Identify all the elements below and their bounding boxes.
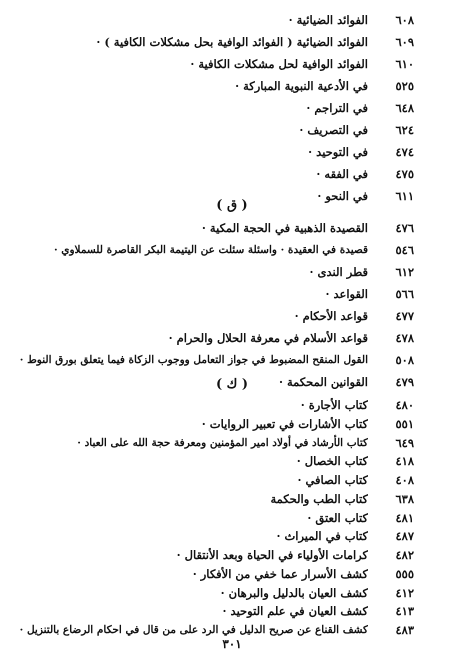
entry-title: القول المنقح المضبوط في جواز التعامل ووجوب الزكاة فيما يتعلق بورق النوط · xyxy=(19,354,368,366)
entry-title: كتاب الخصال · xyxy=(296,454,368,469)
entry-number: ٦١٢ xyxy=(395,265,414,279)
entry-title: في الفقه · xyxy=(316,167,368,181)
entry-title: الفوائد الضيائية · xyxy=(288,13,368,27)
entry-number: ٦٢٤ xyxy=(395,123,414,137)
entry-title: قصيدة في العقيدة · واسئلة سئلت عن اليتيمة البكر القاصرة للسملاوي · xyxy=(53,244,368,256)
list-item xyxy=(0,395,464,415)
list-item xyxy=(0,142,464,162)
entry-title: القواعد · xyxy=(325,287,368,301)
entry-title: كتاب الطب والحكمة xyxy=(270,491,368,506)
entry-title: كتاب العتق · xyxy=(307,510,368,525)
entry-title: في التصريف · xyxy=(299,123,368,137)
list-item xyxy=(0,306,464,326)
entry-title: القصيدة الذهبية في الحجة المكية · xyxy=(201,221,368,235)
list-item xyxy=(0,470,464,490)
entry-number: ٥٦٦ xyxy=(395,287,414,301)
list-item xyxy=(0,350,464,370)
entry-number: ٦٠٩ xyxy=(395,35,414,49)
list-item xyxy=(0,489,464,509)
list-item xyxy=(0,433,464,453)
entry-title: كتاب الأشارات في تعبير الروايات · xyxy=(201,416,368,431)
entry-number: ٤٧٧ xyxy=(395,309,414,323)
entry-title: القوانين المحكمة · xyxy=(278,375,368,389)
section-header: ( ق ) xyxy=(216,198,248,213)
entry-number: ٦١١ xyxy=(395,189,414,203)
page-number: ٣٠١ xyxy=(222,637,242,651)
list-item xyxy=(0,451,464,471)
entry-title: قواعد الأسلام في معرفة الحلال والحرام · xyxy=(168,331,368,345)
list-item xyxy=(0,601,464,621)
entry-title: كشف الأسرار عما خفي من الأفكار · xyxy=(192,566,368,581)
entry-title: في التراجم · xyxy=(306,101,368,115)
entry-number: ٥٤٦ xyxy=(395,243,414,257)
list-item xyxy=(0,164,464,184)
entry-title: كتاب الأجارة · xyxy=(300,398,368,412)
list-item xyxy=(0,526,464,546)
entry-title: الفوائد الضيائية ( الفوائد الوافية بحل مشكلات الكافية ) · xyxy=(96,35,368,49)
list-item xyxy=(0,414,464,434)
entry-title: كشف القناع عن صريح الدليل في الرد على من قال في احكام الرضاع بالتنزيل · xyxy=(19,624,368,636)
list-item xyxy=(0,218,464,238)
entry-title: قواعد الأحكام · xyxy=(294,309,368,323)
list-item xyxy=(0,328,464,348)
entry-number: ٤٨٣ xyxy=(395,623,414,637)
entry-number: ٥٢٥ xyxy=(395,79,414,93)
list-item xyxy=(0,508,464,528)
entry-number: ٤٧٤ xyxy=(395,145,414,159)
entry-title: كرامات الأولياء في الحياة وبعد الأنتقال · xyxy=(176,548,368,562)
list-item xyxy=(0,545,464,565)
entry-title: كشف العيان في علم التوحيد · xyxy=(222,604,368,619)
entry-number: ٥٥١ xyxy=(395,416,414,431)
entry-title: الفوائد الوافية لحل مشكلات الكافية · xyxy=(190,57,368,71)
list-item xyxy=(0,564,464,584)
list-item xyxy=(0,284,464,304)
entry-number: ٤١٢ xyxy=(395,585,414,600)
entry-number: ٤١٨ xyxy=(395,454,414,469)
list-item xyxy=(0,54,464,74)
entry-number: ٤٧٦ xyxy=(395,221,414,235)
list-item xyxy=(0,240,464,260)
list-item xyxy=(0,120,464,140)
entry-number: ٤١٣ xyxy=(395,604,414,619)
entry-title: في الأدعية النبوية المباركة · xyxy=(235,79,368,93)
entry-number: ٤٠٨ xyxy=(395,473,414,487)
entry-number: ٤٨٢ xyxy=(395,548,414,562)
entry-number: ٤٨٠ xyxy=(395,398,414,412)
section-header: ( ك ) xyxy=(215,377,249,392)
entry-number: ٦٤٨ xyxy=(395,101,414,115)
entry-number: ٤٨٧ xyxy=(395,529,414,544)
entry-number: ٥٥٥ xyxy=(395,566,414,581)
list-item xyxy=(0,10,464,30)
entry-number: ٤٧٩ xyxy=(395,375,414,389)
list-item xyxy=(0,76,464,96)
entry-number: ٦٠٨ xyxy=(395,13,414,27)
entry-title: كشف العيان بالدليل والبرهان · xyxy=(220,585,368,600)
entry-number: ٦١٠ xyxy=(395,57,414,71)
entry-number: ٤٨١ xyxy=(395,510,414,525)
list-item xyxy=(0,32,464,52)
entry-number: ٦٤٩ xyxy=(395,435,414,450)
entry-number: ٥٠٨ xyxy=(395,353,414,367)
list-item xyxy=(0,98,464,118)
list-item xyxy=(0,583,464,603)
list-item xyxy=(0,262,464,282)
entry-title: في النحو · xyxy=(317,189,368,203)
entry-number: ٤٧٨ xyxy=(395,331,414,345)
entry-title: كتاب الأرشاد في أولاد امير المؤمنين ومعرفة حجة الله على العباد · xyxy=(77,436,368,449)
entry-title: قطر الندى · xyxy=(309,265,368,279)
entry-title: في التوحيد · xyxy=(308,145,368,159)
entry-title: كتاب الصافي · xyxy=(297,473,368,487)
entry-title: كتاب في الميراث · xyxy=(276,529,368,544)
entry-number: ٦٣٨ xyxy=(395,491,414,506)
entry-number: ٤٧٥ xyxy=(395,167,414,181)
